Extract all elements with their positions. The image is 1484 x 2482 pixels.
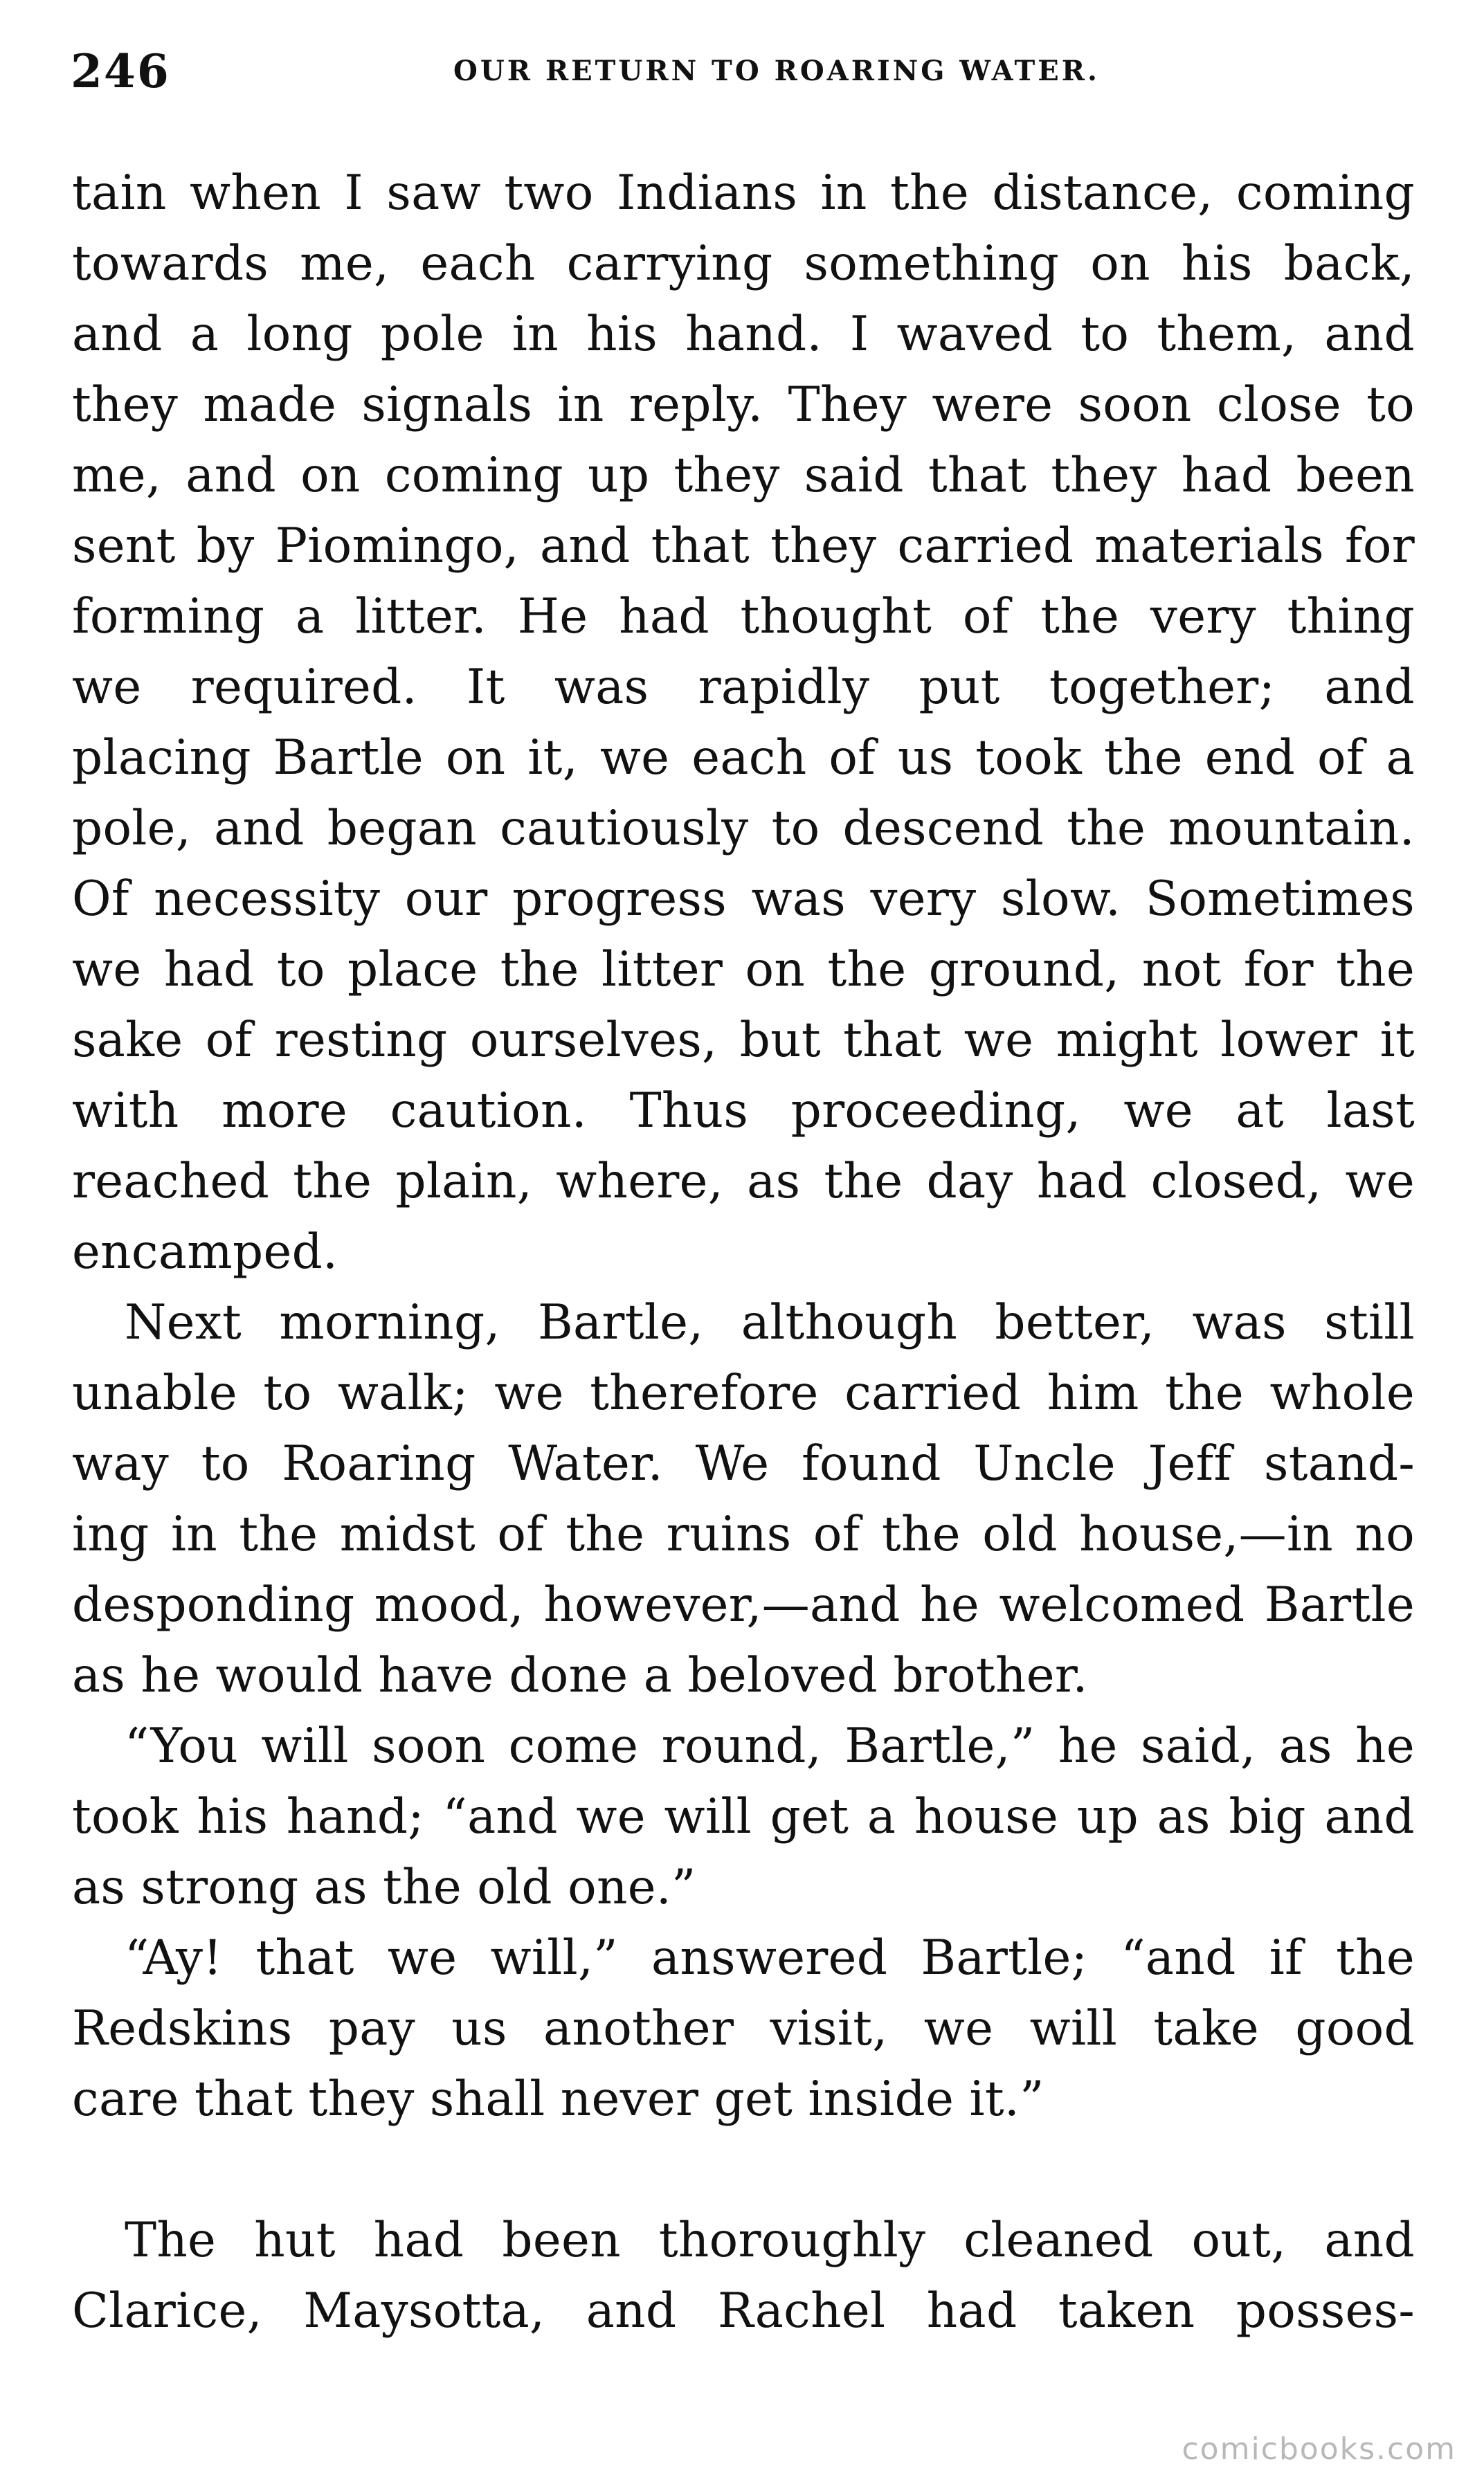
text-line: Redskins pay us another visit, we will take good: [72, 2001, 1415, 2056]
text-line: unable to walk; we therefore carried him the whole: [72, 1366, 1415, 1421]
running-head: OUR RETURN TO ROARING WATER.: [453, 55, 1100, 87]
text-line: as strong as the old one.”: [72, 1860, 696, 1915]
text-line: we required. It was rapidly put together; and: [72, 660, 1415, 715]
text-line: they made signals in reply. They were soon close to: [72, 377, 1415, 433]
text-line: Next morning, Bartle, although better, was still: [125, 1295, 1415, 1350]
text-line: “Ay! that we will,” answered Bartle; “and if the: [125, 1930, 1415, 1986]
text-line: care that they shall never get inside it.”: [72, 2072, 1044, 2127]
text-line: we had to place the litter on the ground, not for the: [72, 942, 1415, 997]
text-line: encamped.: [72, 1224, 338, 1280]
page-header: [71, 33, 1419, 109]
text-line: reached the plain, where, as the day had closed, we: [72, 1154, 1415, 1209]
text-line: towards me, each carrying something on his back,: [72, 236, 1415, 291]
body-text: [72, 158, 1415, 2346]
text-line: placing Bartle on it, we each of us took the end of a: [72, 730, 1415, 786]
text-line: tain when I saw two Indians in the distance, coming: [72, 165, 1415, 221]
text-line: took his hand; “and we will get a house up as big and: [72, 1789, 1415, 1845]
text-line: sake of resting ourselves, but that we might lower it: [72, 1013, 1415, 1068]
text-line: desponding mood, however,—and he welcomed Bartle: [72, 1577, 1415, 1633]
text-line: as he would have done a beloved brother.: [72, 1648, 1088, 1703]
text-line: ing in the midst of the ruins of the old house,—in no: [72, 1507, 1415, 1562]
text-line: The hut had been thoroughly cleaned out, and: [125, 2213, 1415, 2268]
text-line: way to Roaring Water. We found Uncle Jeff stand-: [72, 1436, 1415, 1492]
text-line: forming a litter. He had thought of the very thing: [72, 589, 1415, 644]
page-number: 246: [71, 44, 170, 98]
text-line: and a long pole in his hand. I waved to them, and: [72, 307, 1415, 362]
text-line: “You will soon come round, Bartle,” he said, as he: [125, 1719, 1415, 1774]
text-line: sent by Piomingo, and that they carried materials for: [72, 518, 1415, 574]
watermark: comicbooks.com: [1182, 2431, 1456, 2467]
section-break: [72, 2135, 1415, 2205]
text-line: pole, and began cautiously to descend the mountain.: [72, 801, 1415, 856]
text-line: Clarice, Maysotta, and Rachel had taken posses-: [72, 2283, 1415, 2339]
text-line: with more caution. Thus proceeding, we at last: [72, 1083, 1415, 1139]
text-line: me, and on coming up they said that they had been: [72, 448, 1415, 503]
text-line: Of necessity our progress was very slow. Sometimes: [72, 871, 1415, 927]
